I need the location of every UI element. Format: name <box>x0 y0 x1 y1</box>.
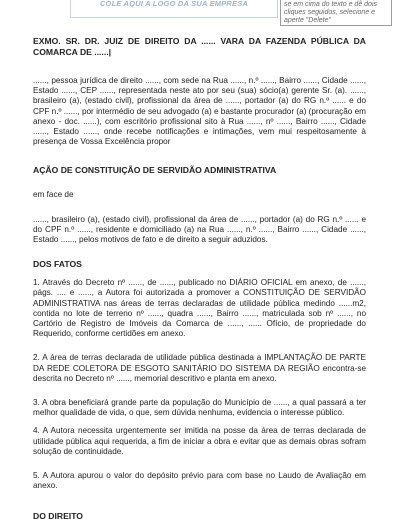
fact-paragraph-1: 1. Através do Decreto nº ......, de ......, publicado no DIÁRIO OFICIAL em anexo, de ......, págs. .... e ......, a Autora foi autorizada a promover a CONSTITUIÇÃO DE SERVIDÃO ADMINISTRATIVA nas áreas de terras declaradas de utilidade pública medindo ......m2, contida no lote de terreno nº ......, quadra ......, Bairro ......, matriculada sob nº ......, no Cartório de Registro de Imóveis da Comarca de ......, ...... Ofício, de propriedade do Requerido, conforme certidões em anexo. <box>33 278 366 339</box>
against-text: em face de <box>33 190 74 200</box>
fact-paragraph-3: 3. A obra beneficiará grande parte da população do Município de ......, a qual passará a ter melhor qualidade de vida, o que, sem dúvida nenhuma, evidencia o interesse público. <box>33 398 366 418</box>
action-title: AÇÃO DE CONSTITUIÇÃO DE SERVIDÃO ADMINISTRATIVA <box>33 165 277 176</box>
instruction-note: se em cima do texto e dê dois cliques seguidos, selecione e aperte "Delete" <box>280 0 392 26</box>
intro-paragraph: ......, pessoa jurídica de direito ......, com sede na Rua ......, n.º ......, Bairro ......, Cidade ......, Estado ......, CEP ......, representada neste ato por seu (sua) sócio(a) gerente Sr. (a). ......, brasileiro (a), (estado civil), profissional da área de ......, portador (a) do RG n.º ...... e do CPF n.º ......, por intermédio de seu advogado (a) e bastante procurador (a) (procuração em anexo - doc. ......), com escritório profissional sito à Rua ......, nº ......, Bairro ......, Cidade ......, Estado ......, onde recebe notificações e intimações, vem mui respeitosamente à presença de Vossa Excelência propor <box>33 76 366 147</box>
petition-document <box>33 32 366 522</box>
law-heading: DO DIREITO <box>33 511 83 522</box>
facts-heading: DOS FATOS <box>33 259 82 270</box>
fact-paragraph-2: 2. A área de terras declarada de utilidade pública destinada a IMPLANTAÇÃO DE PARTE DA REDE COLETORA DE ESGOTO SANITÁRIO DO SISTEMA DA REGIÃO encontra-se descrita no Decreto nº ......, memorial descritivo e planta em anexo. <box>33 353 366 383</box>
fact-paragraph-4: 4. A Autora necessita urgentemente ser imitida na posse da área de terras declarada de utilidade pública aqui requerida, a fim de iniciar a obra e evitar que as demais obras sofram solução de continuidade. <box>33 426 366 456</box>
court-address: EXMO. SR. DR. JUIZ DE DIREITO DA ...... VARA DA FAZENDA PÚBLICA DA COMARCA DE ......| <box>33 36 366 57</box>
logo-placeholder: COLE AQUI A LOGO DA SUA EMPRESA <box>70 0 278 18</box>
fact-paragraph-5: 5. A Autora apurou o valor do depósito prévio para com base no Laudo de Avaliação em anexo. <box>33 471 366 491</box>
defendant-paragraph: ......, brasileiro (a), (estado civil), profissional da área de ......, portador (a) do RG n.º ...... e do CPF n.º ......, residente e domiciliado (a) na Rua ......, n.º ......, Bairro ......, Cidade ......, Estado ......, pelos motivos de fato e de direito a seguir aduzidos. <box>33 214 366 245</box>
